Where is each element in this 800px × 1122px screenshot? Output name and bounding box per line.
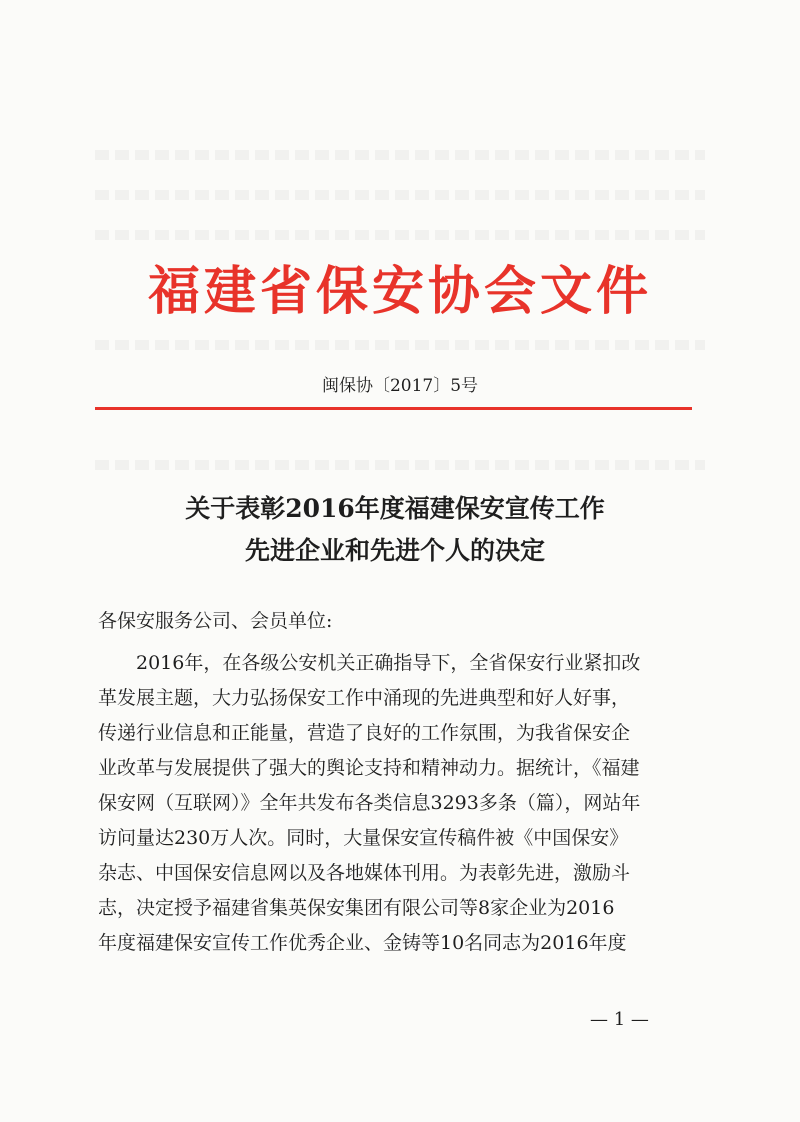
bleed-through-line: [95, 460, 705, 470]
bleed-through-line: [95, 340, 705, 350]
document-title: [90, 488, 700, 572]
body-line: 传递行业信息和正能量，营造了良好的工作氛围，为我省保安企: [98, 722, 631, 744]
red-divider-line: [95, 407, 692, 410]
bleed-through-line: [95, 150, 705, 160]
body-line: 革发展主题，大力弘扬保安工作中涌现的先进典型和好人好事，: [98, 687, 631, 709]
body-line: 保安网（互联网）》全年共发布各类信息3293多条（篇），网站年: [98, 792, 641, 814]
body-line: 业改革与发展提供了强大的舆论支持和精神动力。据统计，《福建: [98, 757, 640, 779]
body-line: 志，决定授予福建省集英保安集团有限公司等8家企业为2016: [98, 897, 615, 919]
document-number: 闽保协〔2017〕5号: [321, 376, 479, 396]
body-line: 2016年，在各级公安机关正确指导下，全省保安行业紧扣改: [136, 652, 641, 674]
salutation: 各保安服务公司、会员单位:: [98, 610, 333, 632]
document-title-line: 先进企业和先进个人的决定: [244, 536, 545, 565]
document-title-line: 关于表彰2016年度福建保安宣传工作: [185, 494, 605, 523]
body-line: 年度福建保安宣传工作优秀企业、金铸等10名同志为2016年度: [98, 932, 627, 954]
body-line: 杂志、中国保安信息网以及各地媒体刊用。为表彰先进，激励斗: [98, 862, 631, 884]
bleed-through-line: [95, 230, 705, 240]
body-line: 访问量达230万人次。同时，大量保安宣传稿件被《中国保安》: [98, 827, 629, 849]
bleed-through-line: [95, 190, 705, 200]
letterhead-title: 福建省保安协会文件: [147, 261, 652, 322]
page-number: — 1 —: [590, 1009, 649, 1030]
body-paragraph: [98, 646, 698, 961]
